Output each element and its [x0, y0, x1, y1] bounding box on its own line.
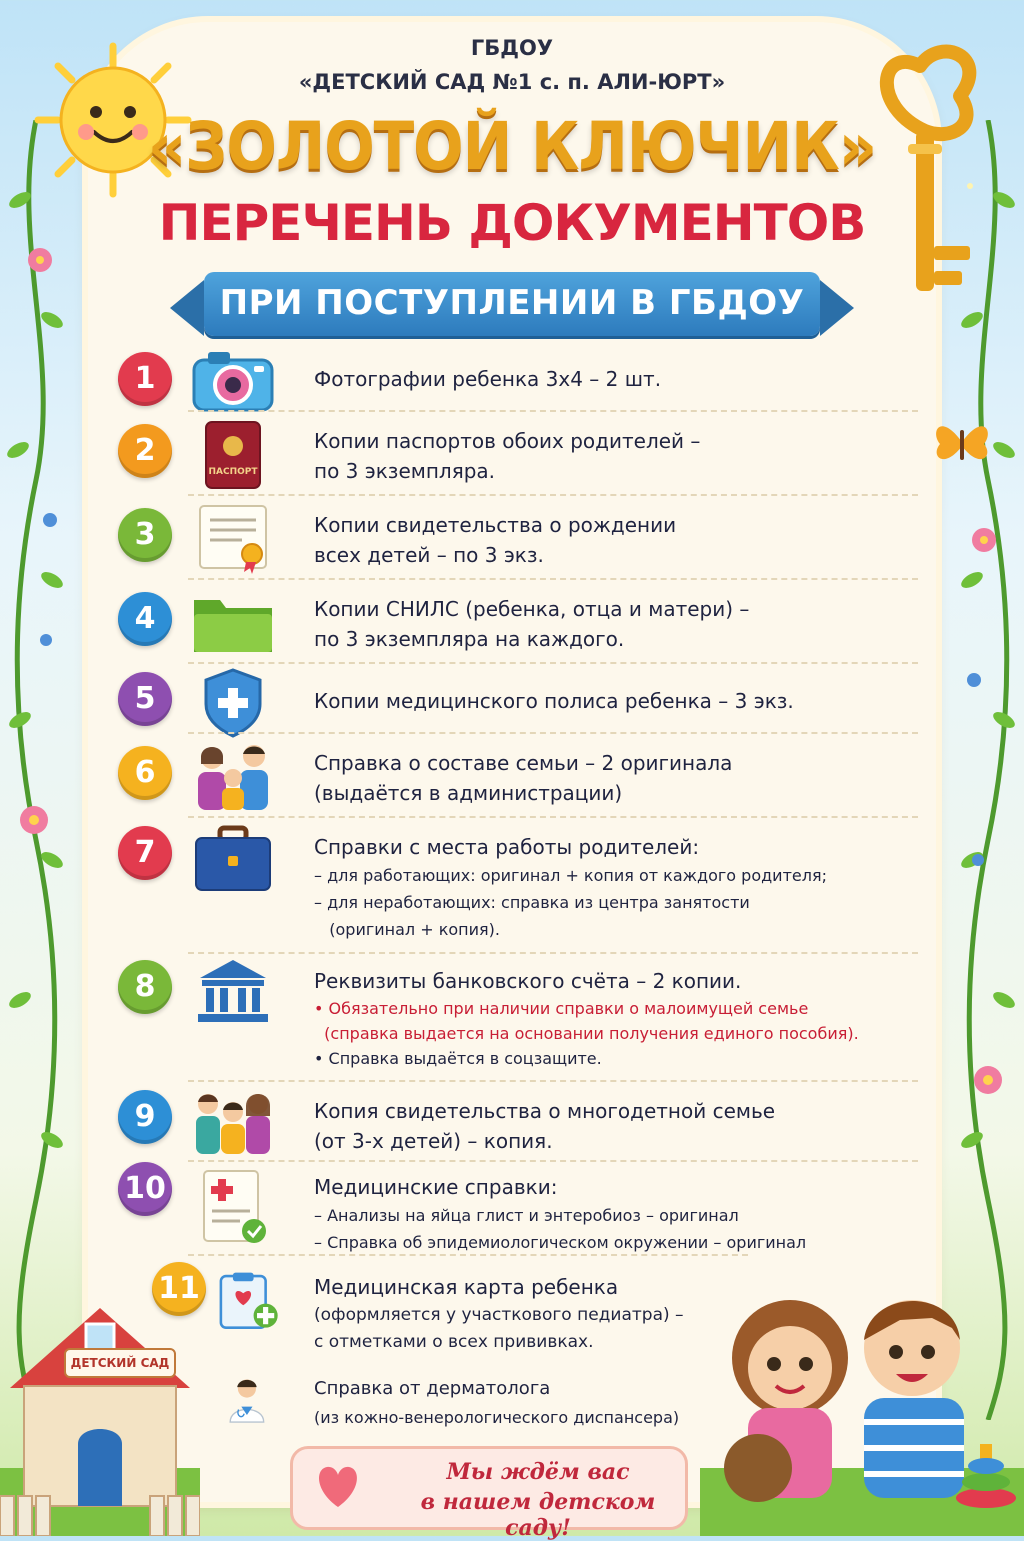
- butterfly-icon: [930, 412, 994, 472]
- list-item-4: [118, 584, 918, 664]
- item-number: 1: [118, 352, 172, 406]
- item-text: Фотографии ребенка 3х4 – 2 шт.: [314, 367, 662, 391]
- medical-card-icon: [214, 1266, 288, 1336]
- item-text: Копии медицинского полиса ребенка – 3 экз.: [314, 689, 794, 713]
- list-item-9: [118, 1086, 918, 1162]
- list-item-10: [118, 1166, 918, 1256]
- family-icon: [190, 742, 276, 812]
- item-text: Копии свидетельства о рождении всех детей – по 3 экз.: [314, 513, 677, 567]
- item-number: 11: [152, 1262, 206, 1316]
- passport-icon: [190, 420, 276, 490]
- footer-line-2: в нашем детском саду!: [420, 1489, 656, 1541]
- svg-text:ПАСПОРТ: ПАСПОРТ: [208, 467, 258, 477]
- brand-title: «ЗОЛОТОЙ КЛЮЧИК»: [147, 108, 877, 185]
- certificate-icon: [190, 504, 276, 574]
- children-playing-illustration: [700, 1248, 1024, 1536]
- item-number: 3: [118, 508, 172, 562]
- medical-form-icon: [190, 1164, 276, 1244]
- list-item-5: [118, 668, 918, 734]
- item-text: Медицинская карта ребенка (оформляется у участкового педиатра) – с отметками о всех прививках.: [314, 1275, 684, 1352]
- list-item-7: [118, 822, 918, 954]
- item-text: Копии СНИЛС (ребенка, отца и матери) – по 3 экземпляра на каждого.: [314, 597, 750, 651]
- doctor-icon: [226, 1364, 286, 1434]
- list-item-1: [118, 346, 918, 412]
- folder-icon: [190, 588, 276, 658]
- item-text: Справки с места работы родителей: – для работающих: оригинал + копия от каждого родителя; – для неработающих: справка из центра занятости (оригинал + копия).: [314, 835, 827, 939]
- right-vine-decoration: [958, 120, 1018, 1420]
- item-number: 6: [118, 746, 172, 800]
- subtitle-ribbon-text: ПРИ ПОСТУПЛЕНИИ В ГБДОУ: [219, 283, 805, 323]
- item-number: 7: [118, 826, 172, 880]
- item-text: Реквизиты банковского счёта – 2 копии. • Обязательно при наличии справки о малоимущей семье (справка выдается на основании получения единого пособия). • Справка выдаётся в соцзащите.: [314, 969, 859, 1068]
- item-text: Копии паспортов обоих родителей – по 3 экземпляра.: [314, 429, 701, 483]
- subtitle-ribbon: [204, 272, 820, 336]
- shield-cross-icon: [190, 668, 276, 738]
- list-item-8: [118, 958, 918, 1082]
- list-item-3: [118, 500, 918, 580]
- footer-banner: [290, 1446, 688, 1541]
- footer-line-1: Мы ждём вас: [446, 1459, 630, 1485]
- item-number: 2: [118, 424, 172, 478]
- item-number: 9: [118, 1090, 172, 1144]
- item-number: 5: [118, 672, 172, 726]
- children-icon: [190, 1086, 276, 1156]
- page-title: ПЕРЕЧЕНЬ ДОКУМЕНТОВ: [158, 194, 866, 252]
- camera-icon: [190, 346, 276, 416]
- org-line-1: ГБДОУ: [470, 36, 554, 60]
- item-number: 10: [118, 1162, 172, 1216]
- left-vine-decoration: [6, 120, 66, 1420]
- kindergarten-house-icon: [0, 1268, 200, 1536]
- item-number: 8: [118, 960, 172, 1014]
- briefcase-icon: [190, 824, 276, 894]
- item-number: 4: [118, 592, 172, 646]
- item-text: Медицинские справки: – Анализы на яйца глист и энтеробиоз – оригинал – Справка об эпидемиологическом окружении – оригинал: [314, 1175, 807, 1252]
- list-item-2: [118, 416, 918, 496]
- list-item-6: [118, 738, 918, 818]
- item-text: Справка от дерматолога (из кожно-венерологического диспансера): [314, 1378, 680, 1427]
- house-sign: ДЕТСКИЙ САД: [64, 1348, 176, 1378]
- bank-icon: [190, 956, 276, 1026]
- item-text: Справка о составе семьи – 2 оригинала (выдаётся в администрации): [314, 751, 733, 805]
- org-line-2: «ДЕТСКИЙ САД №1 с. п. АЛИ-ЮРТ»: [298, 70, 726, 94]
- heart-icon: [313, 1463, 363, 1509]
- item-text: Копия свидетельства о многодетной семье (от 3-х детей) – копия.: [314, 1099, 776, 1153]
